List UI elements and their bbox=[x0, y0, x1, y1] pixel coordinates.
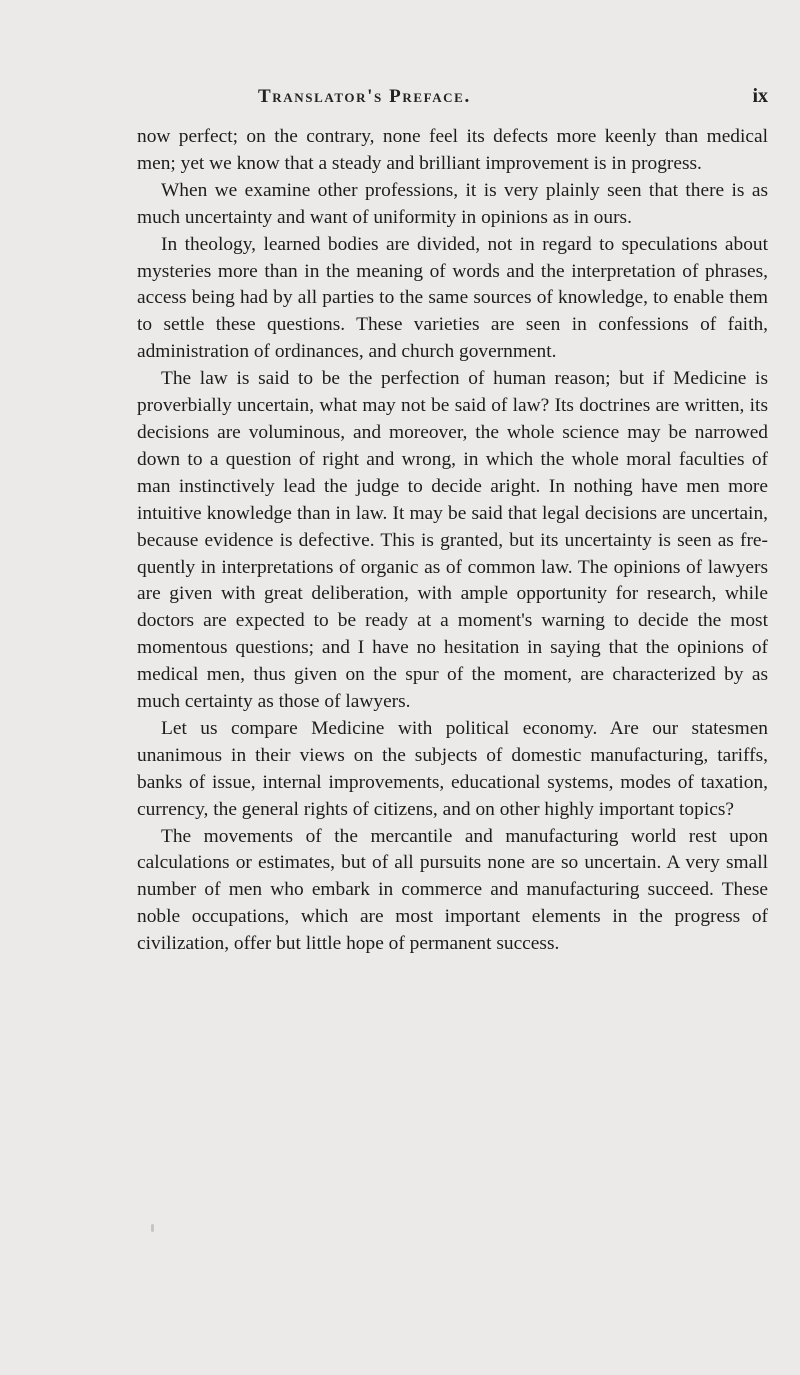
paragraph: The law is said to be the perfection of human reason; but if Medicine is proverbially uncertain, what may not be said of law? Its doctrines are written, its decisions are voluminous, and moreover, the whole science may be narrowed down to a question of right and wrong, in which the whole moral faculties of man instinctively lead the judge to decide aright. In nothing have men more intuitive knowledge than in law. It may be said that legal decisions are uncertain, because evidence is defective. This is granted, but its uncertainty is seen as frequently in interpretations of organic as of common law. The opinions of lawyers are given with great deliberation, with ample opportunity for research, while doctors are expected to be ready at a moment's warning to decide the most momentous questions; and I have no hesitation in saying that the opinions of medical men, thus given on the spur of the moment, are characterized by as much certainty as those of lawyers. bbox=[137, 368, 768, 713]
page-header bbox=[258, 86, 768, 112]
page-number: ix bbox=[752, 85, 768, 107]
paragraph: When we examine other professions, it is very plainly seen that there is as much uncertainty and want of uniformity in opinions as in ours. bbox=[137, 179, 768, 228]
running-title: Translator's Preface. bbox=[258, 86, 471, 107]
paragraph: now perfect; on the contrary, none feel its defects more keenly than medical men; yet we know that a steady and brilliant improvement is in progress. bbox=[137, 126, 768, 174]
paragraph: Let us compare Medicine with political economy. Are our statesmen unanimous in their views on the subjects of domestic manufacturing, tariffs, banks of issue, internal improvements, educational systems, modes of taxation, currency, the general rights of citizens, and on other highly important topics? bbox=[137, 717, 768, 820]
paragraph: The movements of the mercantile and manufacturing world rest upon calculations or estimates, but of all pursuits none are so uncertain. A very small number of men who embark in commerce and manufacturing succeed. These noble occupations, which are most important elements in the progress of civilization, offer but little hope of permanent success. bbox=[137, 825, 768, 955]
body-text bbox=[137, 124, 768, 958]
ink-speck bbox=[151, 1224, 154, 1232]
paragraph: In theology, learned bodies are divided, not in regard to speculations about mysteries more than in the meaning of words and the interpretation of phrases, access being had by all parties to the same sources of knowledge, to enable them to settle these questions. These varieties are seen in confessions of faith, administration of ordinances, and church government. bbox=[137, 233, 768, 363]
